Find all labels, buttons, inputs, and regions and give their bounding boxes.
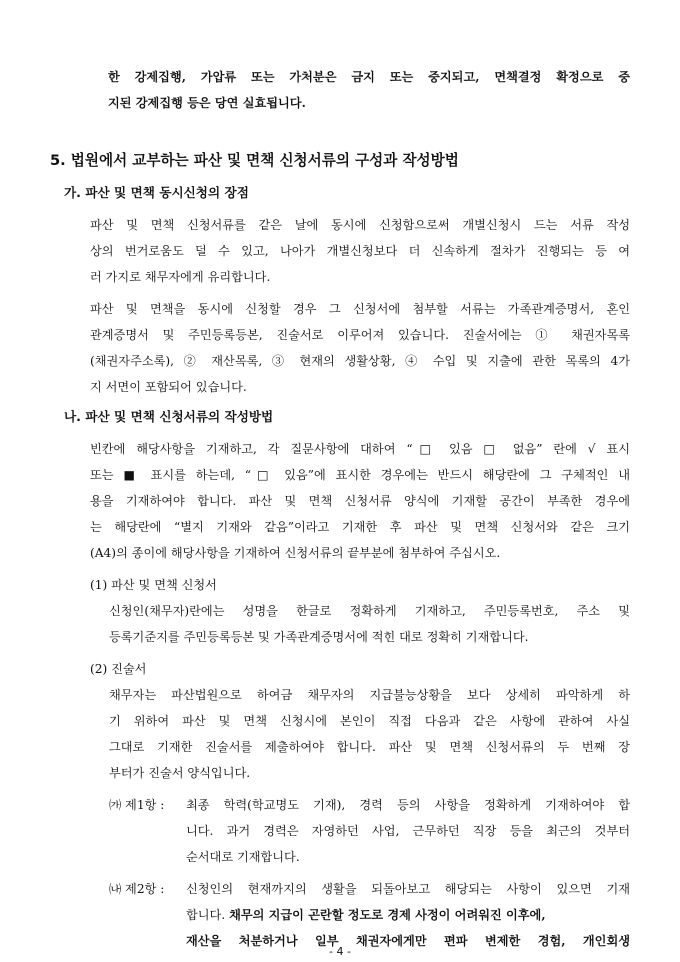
clause-ga-line: 최종 학력(학교명도 기재), 경력 등의 사항을 정확하게 기재하여야 합 xyxy=(186,798,630,812)
clause-na-bold-line: 재산을 처분하거나 일부 채권자에게만 편파 변제한 경험, 개인회생 xyxy=(186,934,630,948)
section-heading: 5. 법원에서 교부하는 파산 및 면책 신청서류의 구성과 작성방법 xyxy=(50,152,459,169)
item-1-title: (1) 파산 및 면책 신청서 xyxy=(90,578,217,592)
subsection-a-heading: 가. 파산 및 면책 동시신청의 장점 xyxy=(64,185,249,200)
clause-ga-label: ㈎ 제1항 : xyxy=(109,798,165,812)
item-2-line: 채무자는 파산법원으로 하여금 채무자의 지급불능상황을 보다 상세히 파악하게 하 xyxy=(109,688,630,702)
item-2-title: (2) 진술서 xyxy=(90,662,147,676)
paragraph-line: 상의 번거로움도 덜 수 있고, 나아가 개별신청보다 더 신속하게 절차가 진행되는 등 여 xyxy=(90,244,630,258)
paragraph-line: 또는 ■ 표시를 하는데, “□ 있음”에 표시한 경우에는 반드시 해당란에 그 구체적인 내 xyxy=(90,468,630,482)
paragraph-line: 파산 및 면책 신청서류를 같은 날에 동시에 신청함으로써 개별신청시 드는 서류 작성 xyxy=(90,218,630,232)
item-2-line: 기 위하여 파산 및 면책 신청시에 본인이 직접 다음과 같은 사항에 관하여 사실 xyxy=(109,714,630,728)
item-2-line: 그대로 기재한 진술서를 제출하여야 합니다. 파산 및 면책 신청서류의 두 번째 장 xyxy=(109,740,630,754)
clause-na-bold-text: 채무의 지급이 곤란할 정도로 경제 사정이 어려워진 이후에, xyxy=(229,908,546,922)
paragraph-line: 는 해당란에 “별지 기재와 같음”이라고 기재한 후 파산 및 면책 신청서와 같은 크기 xyxy=(90,520,630,534)
clause-na-line xyxy=(186,907,630,923)
page-number: - 4 - xyxy=(329,945,351,958)
subsection-b-heading: 나. 파산 및 면책 신청서류의 작성방법 xyxy=(64,409,274,424)
clause-ga-line: 니다. 과거 경력은 자영하던 사업, 근무하던 직장 등을 최근의 것부터 xyxy=(186,824,630,838)
clause-na-label: ㈏ 제2항 : xyxy=(109,882,165,896)
paragraph-line: 관계증명서 및 주민등록등본, 진술서로 이루어져 있습니다. 진술서에는 ① 채권자목록 xyxy=(90,328,630,342)
intro-line-2: 지된 강제집행 등은 당연 실효됩니다. xyxy=(108,96,306,110)
clause-na-normal-text: 합니다. xyxy=(186,908,230,922)
paragraph-line: (채권자주소록), ② 재산목록, ③ 현재의 생활상황, ④ 수입 및 지출에 관한 목록의 4가 xyxy=(90,354,630,368)
paragraph-line: (A4)의 종이에 해당사항을 기재하여 신청서류의 끝부분에 첨부하여 주십시오. xyxy=(90,546,501,560)
clause-ga-line: 순서대로 기재합니다. xyxy=(186,850,300,864)
item-2-line: 부터가 진술서 양식입니다. xyxy=(109,766,251,780)
paragraph-line: 지 서면이 포함되어 있습니다. xyxy=(90,380,247,394)
clause-na-line: 신청인의 현재까지의 생활을 되돌아보고 해당되는 사항이 있으면 기재 xyxy=(186,882,630,896)
paragraph-line: 용을 기재하여야 합니다. 파산 및 면책 신청서류 양식에 기재할 공간이 부족한 경우에 xyxy=(90,494,630,508)
item-1-line: 등록기준지를 주민등록등본 및 가족관계증명서에 적힌 대로 정확히 기재합니다. xyxy=(109,630,529,644)
paragraph-line: 빈칸에 해당사항을 기재하고, 각 질문사항에 대하여 “□ 있음 □ 없음” 란에 √ 표시 xyxy=(90,442,630,456)
paragraph-line: 러 가지로 채무자에게 유리합니다. xyxy=(90,270,271,284)
intro-line-1: 한 강제집행, 가압류 또는 가처분은 금지 또는 중지되고, 면책결정 확정으로 중 xyxy=(108,70,630,84)
paragraph-line: 파산 및 면책을 동시에 신청할 경우 그 신청서에 첨부할 서류는 가족관계증명서, 혼인 xyxy=(90,302,630,316)
item-1-line: 신청인(채무자)란에는 성명을 한글로 정확하게 기재하고, 주민등록번호, 주소 및 xyxy=(109,604,630,618)
